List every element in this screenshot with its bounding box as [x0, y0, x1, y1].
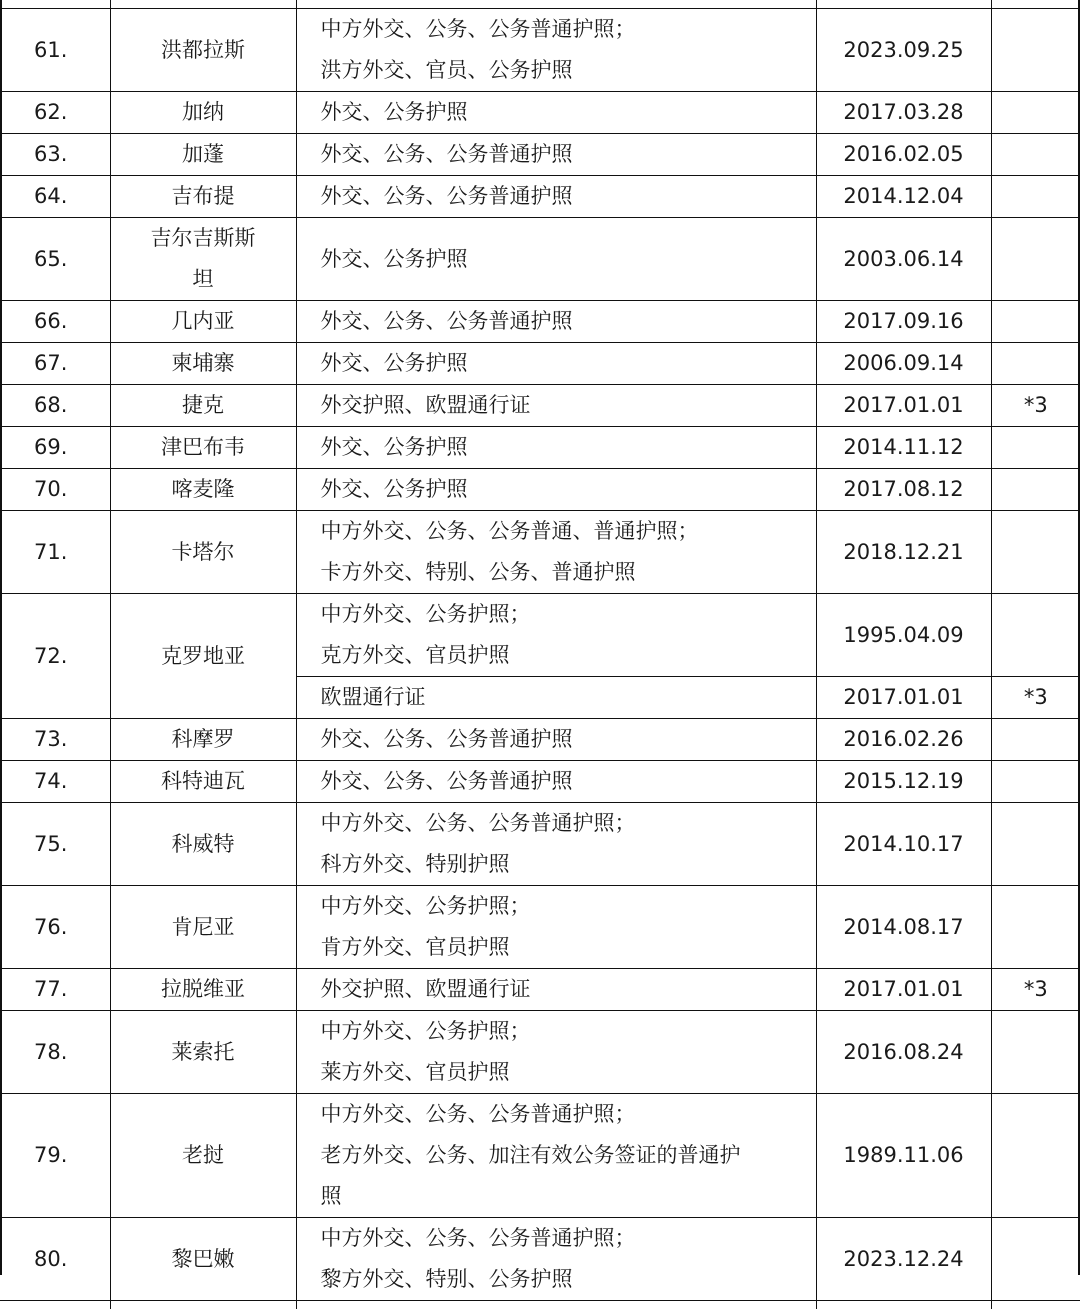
row-number: 64. — [0, 176, 110, 218]
note-mark: *3 — [991, 677, 1080, 719]
effective-date: 2016.02.26 — [816, 719, 991, 761]
note-mark — [991, 511, 1080, 594]
effective-date: 2018.12.21 — [816, 511, 991, 594]
effective-date: 2016.02.05 — [816, 134, 991, 176]
note-mark — [991, 427, 1080, 469]
table-row — [0, 969, 1080, 1011]
row-number: 75. — [0, 803, 110, 886]
note-mark — [991, 594, 1080, 677]
table-row — [0, 469, 1080, 511]
note-mark — [991, 92, 1080, 134]
effective-date: 1989.11.06 — [816, 1094, 991, 1218]
table-row — [0, 134, 1080, 176]
table-left-border — [0, 0, 2, 1275]
table-row — [0, 761, 1080, 803]
country-name-line: 柬埔寨 — [111, 343, 296, 384]
effective-date: 2017.01.01 — [816, 969, 991, 1011]
country-name — [110, 761, 296, 803]
passport-types-line: 外交、公务护照 — [321, 343, 800, 384]
table-row — [0, 1011, 1080, 1094]
note-mark — [991, 886, 1080, 969]
row-number: 67. — [0, 343, 110, 385]
country-name-line: 加纳 — [111, 92, 296, 133]
row-number: 72. — [0, 594, 110, 719]
effective-date: 2014.08.17 — [816, 886, 991, 969]
country-name — [110, 385, 296, 427]
effective-date: 2017.01.01 — [816, 677, 991, 719]
passport-types — [296, 343, 816, 385]
country-name — [110, 343, 296, 385]
country-name — [110, 1094, 296, 1218]
country-name — [110, 176, 296, 218]
passport-types-line: 中方外交、公务护照； — [321, 1011, 800, 1052]
row-number: 63. — [0, 134, 110, 176]
passport-types-line: 欧盟通行证 — [321, 677, 800, 718]
table-cell — [110, 0, 296, 9]
country-name-line: 洪都拉斯 — [111, 30, 296, 71]
country-name-line: 科摩罗 — [111, 719, 296, 760]
country-name-line: 吉尔吉斯斯 — [111, 218, 296, 259]
table-row — [0, 1218, 1080, 1301]
country-name-line: 肯尼亚 — [111, 907, 296, 948]
country-name-line: 老挝 — [111, 1135, 296, 1176]
row-number: 62. — [0, 92, 110, 134]
row-number: 70. — [0, 469, 110, 511]
table-row — [0, 9, 1080, 92]
row-number: 61. — [0, 9, 110, 92]
row-number: 77. — [0, 969, 110, 1011]
table-row-partial-top — [0, 0, 1080, 9]
country-name-line: 卡塔尔 — [111, 532, 296, 573]
table-row — [0, 218, 1080, 301]
country-name — [110, 469, 296, 511]
table-row — [0, 343, 1080, 385]
effective-date: 2014.11.12 — [816, 427, 991, 469]
table-row — [0, 803, 1080, 886]
note-mark — [991, 301, 1080, 343]
note-mark: *3 — [991, 385, 1080, 427]
country-name — [110, 511, 296, 594]
country-name-line: 喀麦隆 — [111, 469, 296, 510]
country-name-line: 拉脱维亚 — [111, 969, 296, 1010]
passport-types-line: 外交、公务、公务普通护照 — [321, 761, 800, 802]
country-name — [110, 134, 296, 176]
table-row-partial-bottom — [0, 1301, 1080, 1309]
passport-types — [296, 677, 816, 719]
table-cell — [816, 0, 991, 9]
table-cell — [296, 1301, 816, 1309]
table-row — [0, 176, 1080, 218]
passport-types — [296, 176, 816, 218]
passport-types-line: 外交护照、欧盟通行证 — [321, 969, 800, 1010]
table-row — [0, 886, 1080, 969]
passport-types-line: 外交、公务护照 — [321, 239, 800, 280]
passport-types-line: 外交、公务、公务普通护照 — [321, 134, 800, 175]
table-row — [0, 301, 1080, 343]
effective-date: 2017.03.28 — [816, 92, 991, 134]
passport-types — [296, 1218, 816, 1301]
passport-types-line: 外交、公务、公务普通护照 — [321, 719, 800, 760]
table-row — [0, 594, 1080, 677]
effective-date: 2014.10.17 — [816, 803, 991, 886]
passport-types — [296, 92, 816, 134]
passport-types-line: 中方外交、公务、公务普通护照； — [321, 1094, 800, 1135]
passport-types — [296, 9, 816, 92]
note-mark — [991, 719, 1080, 761]
country-name — [110, 886, 296, 969]
passport-types — [296, 886, 816, 969]
country-name-line: 莱索托 — [111, 1032, 296, 1073]
row-number: 78. — [0, 1011, 110, 1094]
effective-date: 2006.09.14 — [816, 343, 991, 385]
country-name-line: 坦 — [111, 259, 296, 300]
table-row — [0, 92, 1080, 134]
note-mark: *3 — [991, 969, 1080, 1011]
note-mark — [991, 1218, 1080, 1301]
passport-types-line: 外交、公务、公务普通护照 — [321, 301, 800, 342]
table-cell — [0, 1301, 110, 1309]
passport-types — [296, 427, 816, 469]
effective-date: 2003.06.14 — [816, 218, 991, 301]
row-number: 74. — [0, 761, 110, 803]
passport-types-line: 中方外交、公务护照； — [321, 886, 800, 927]
country-name-line: 津巴布韦 — [111, 427, 296, 468]
passport-types — [296, 385, 816, 427]
country-name — [110, 594, 296, 719]
note-mark — [991, 218, 1080, 301]
effective-date: 2017.09.16 — [816, 301, 991, 343]
row-number: 76. — [0, 886, 110, 969]
effective-date: 2023.12.24 — [816, 1218, 991, 1301]
note-mark — [991, 761, 1080, 803]
passport-types-line: 外交护照、欧盟通行证 — [321, 385, 800, 426]
table-row — [0, 385, 1080, 427]
passport-types-line: 照 — [321, 1176, 800, 1217]
table-cell — [0, 0, 110, 9]
country-name-line: 吉布提 — [111, 176, 296, 217]
country-name — [110, 969, 296, 1011]
passport-types-line: 肯方外交、官员护照 — [321, 927, 800, 968]
passport-types — [296, 594, 816, 677]
passport-types-line: 中方外交、公务、公务普通护照； — [321, 9, 800, 50]
passport-types-line: 外交、公务护照 — [321, 92, 800, 133]
country-name — [110, 427, 296, 469]
country-name-line: 克罗地亚 — [111, 636, 296, 677]
row-number: 68. — [0, 385, 110, 427]
note-mark — [991, 9, 1080, 92]
effective-date: 2014.12.04 — [816, 176, 991, 218]
passport-types — [296, 218, 816, 301]
effective-date: 2017.08.12 — [816, 469, 991, 511]
row-number: 65. — [0, 218, 110, 301]
passport-types — [296, 1011, 816, 1094]
effective-date: 2015.12.19 — [816, 761, 991, 803]
table-cell — [296, 0, 816, 9]
table-cell — [991, 1301, 1080, 1309]
passport-types — [296, 969, 816, 1011]
table-row — [0, 427, 1080, 469]
passport-types — [296, 301, 816, 343]
country-name — [110, 719, 296, 761]
passport-types-line: 中方外交、公务、公务普通护照； — [321, 1218, 800, 1259]
country-name-line: 科特迪瓦 — [111, 761, 296, 802]
country-name — [110, 9, 296, 92]
passport-types — [296, 134, 816, 176]
effective-date: 2017.01.01 — [816, 385, 991, 427]
note-mark — [991, 134, 1080, 176]
passport-types-line: 克方外交、官员护照 — [321, 635, 800, 676]
note-mark — [991, 1094, 1080, 1218]
passport-types-line: 莱方外交、官员护照 — [321, 1052, 800, 1093]
table-cell — [110, 1301, 296, 1309]
row-number: 69. — [0, 427, 110, 469]
passport-types-line: 中方外交、公务护照； — [321, 594, 800, 635]
table-row — [0, 1094, 1080, 1218]
note-mark — [991, 1011, 1080, 1094]
country-name-line: 捷克 — [111, 385, 296, 426]
table-row — [0, 511, 1080, 594]
country-name-line: 科威特 — [111, 824, 296, 865]
note-mark — [991, 176, 1080, 218]
table-cell — [816, 1301, 991, 1309]
table-cell — [991, 0, 1080, 9]
country-name-line: 几内亚 — [111, 301, 296, 342]
passport-types-line: 外交、公务护照 — [321, 427, 800, 468]
row-number: 80. — [0, 1218, 110, 1301]
country-name — [110, 218, 296, 301]
row-number: 66. — [0, 301, 110, 343]
passport-types-line: 科方外交、特别护照 — [321, 844, 800, 885]
effective-date: 2023.09.25 — [816, 9, 991, 92]
passport-types-line: 中方外交、公务、公务普通、普通护照； — [321, 511, 800, 552]
note-mark — [991, 803, 1080, 886]
passport-types-line: 外交、公务、公务普通护照 — [321, 176, 800, 217]
note-mark — [991, 469, 1080, 511]
row-number: 79. — [0, 1094, 110, 1218]
passport-types-line: 老方外交、公务、加注有效公务签证的普通护 — [321, 1135, 800, 1176]
country-name — [110, 301, 296, 343]
country-name-line: 加蓬 — [111, 134, 296, 175]
row-number: 73. — [0, 719, 110, 761]
passport-types-line: 中方外交、公务、公务普通护照； — [321, 803, 800, 844]
passport-types — [296, 1094, 816, 1218]
effective-date: 1995.04.09 — [816, 594, 991, 677]
passport-types-line: 黎方外交、特别、公务护照 — [321, 1259, 800, 1300]
passport-types-line: 外交、公务护照 — [321, 469, 800, 510]
passport-types — [296, 511, 816, 594]
effective-date: 2016.08.24 — [816, 1011, 991, 1094]
country-name — [110, 803, 296, 886]
table-row — [0, 719, 1080, 761]
row-number: 71. — [0, 511, 110, 594]
passport-types-line: 卡方外交、特别、公务、普通护照 — [321, 552, 800, 593]
passport-types-line: 洪方外交、官员、公务护照 — [321, 50, 800, 91]
country-name — [110, 1218, 296, 1301]
passport-types — [296, 761, 816, 803]
passport-types — [296, 803, 816, 886]
country-name — [110, 1011, 296, 1094]
passport-types — [296, 469, 816, 511]
note-mark — [991, 343, 1080, 385]
passport-types — [296, 719, 816, 761]
country-name — [110, 92, 296, 134]
country-name-line: 黎巴嫩 — [111, 1239, 296, 1280]
